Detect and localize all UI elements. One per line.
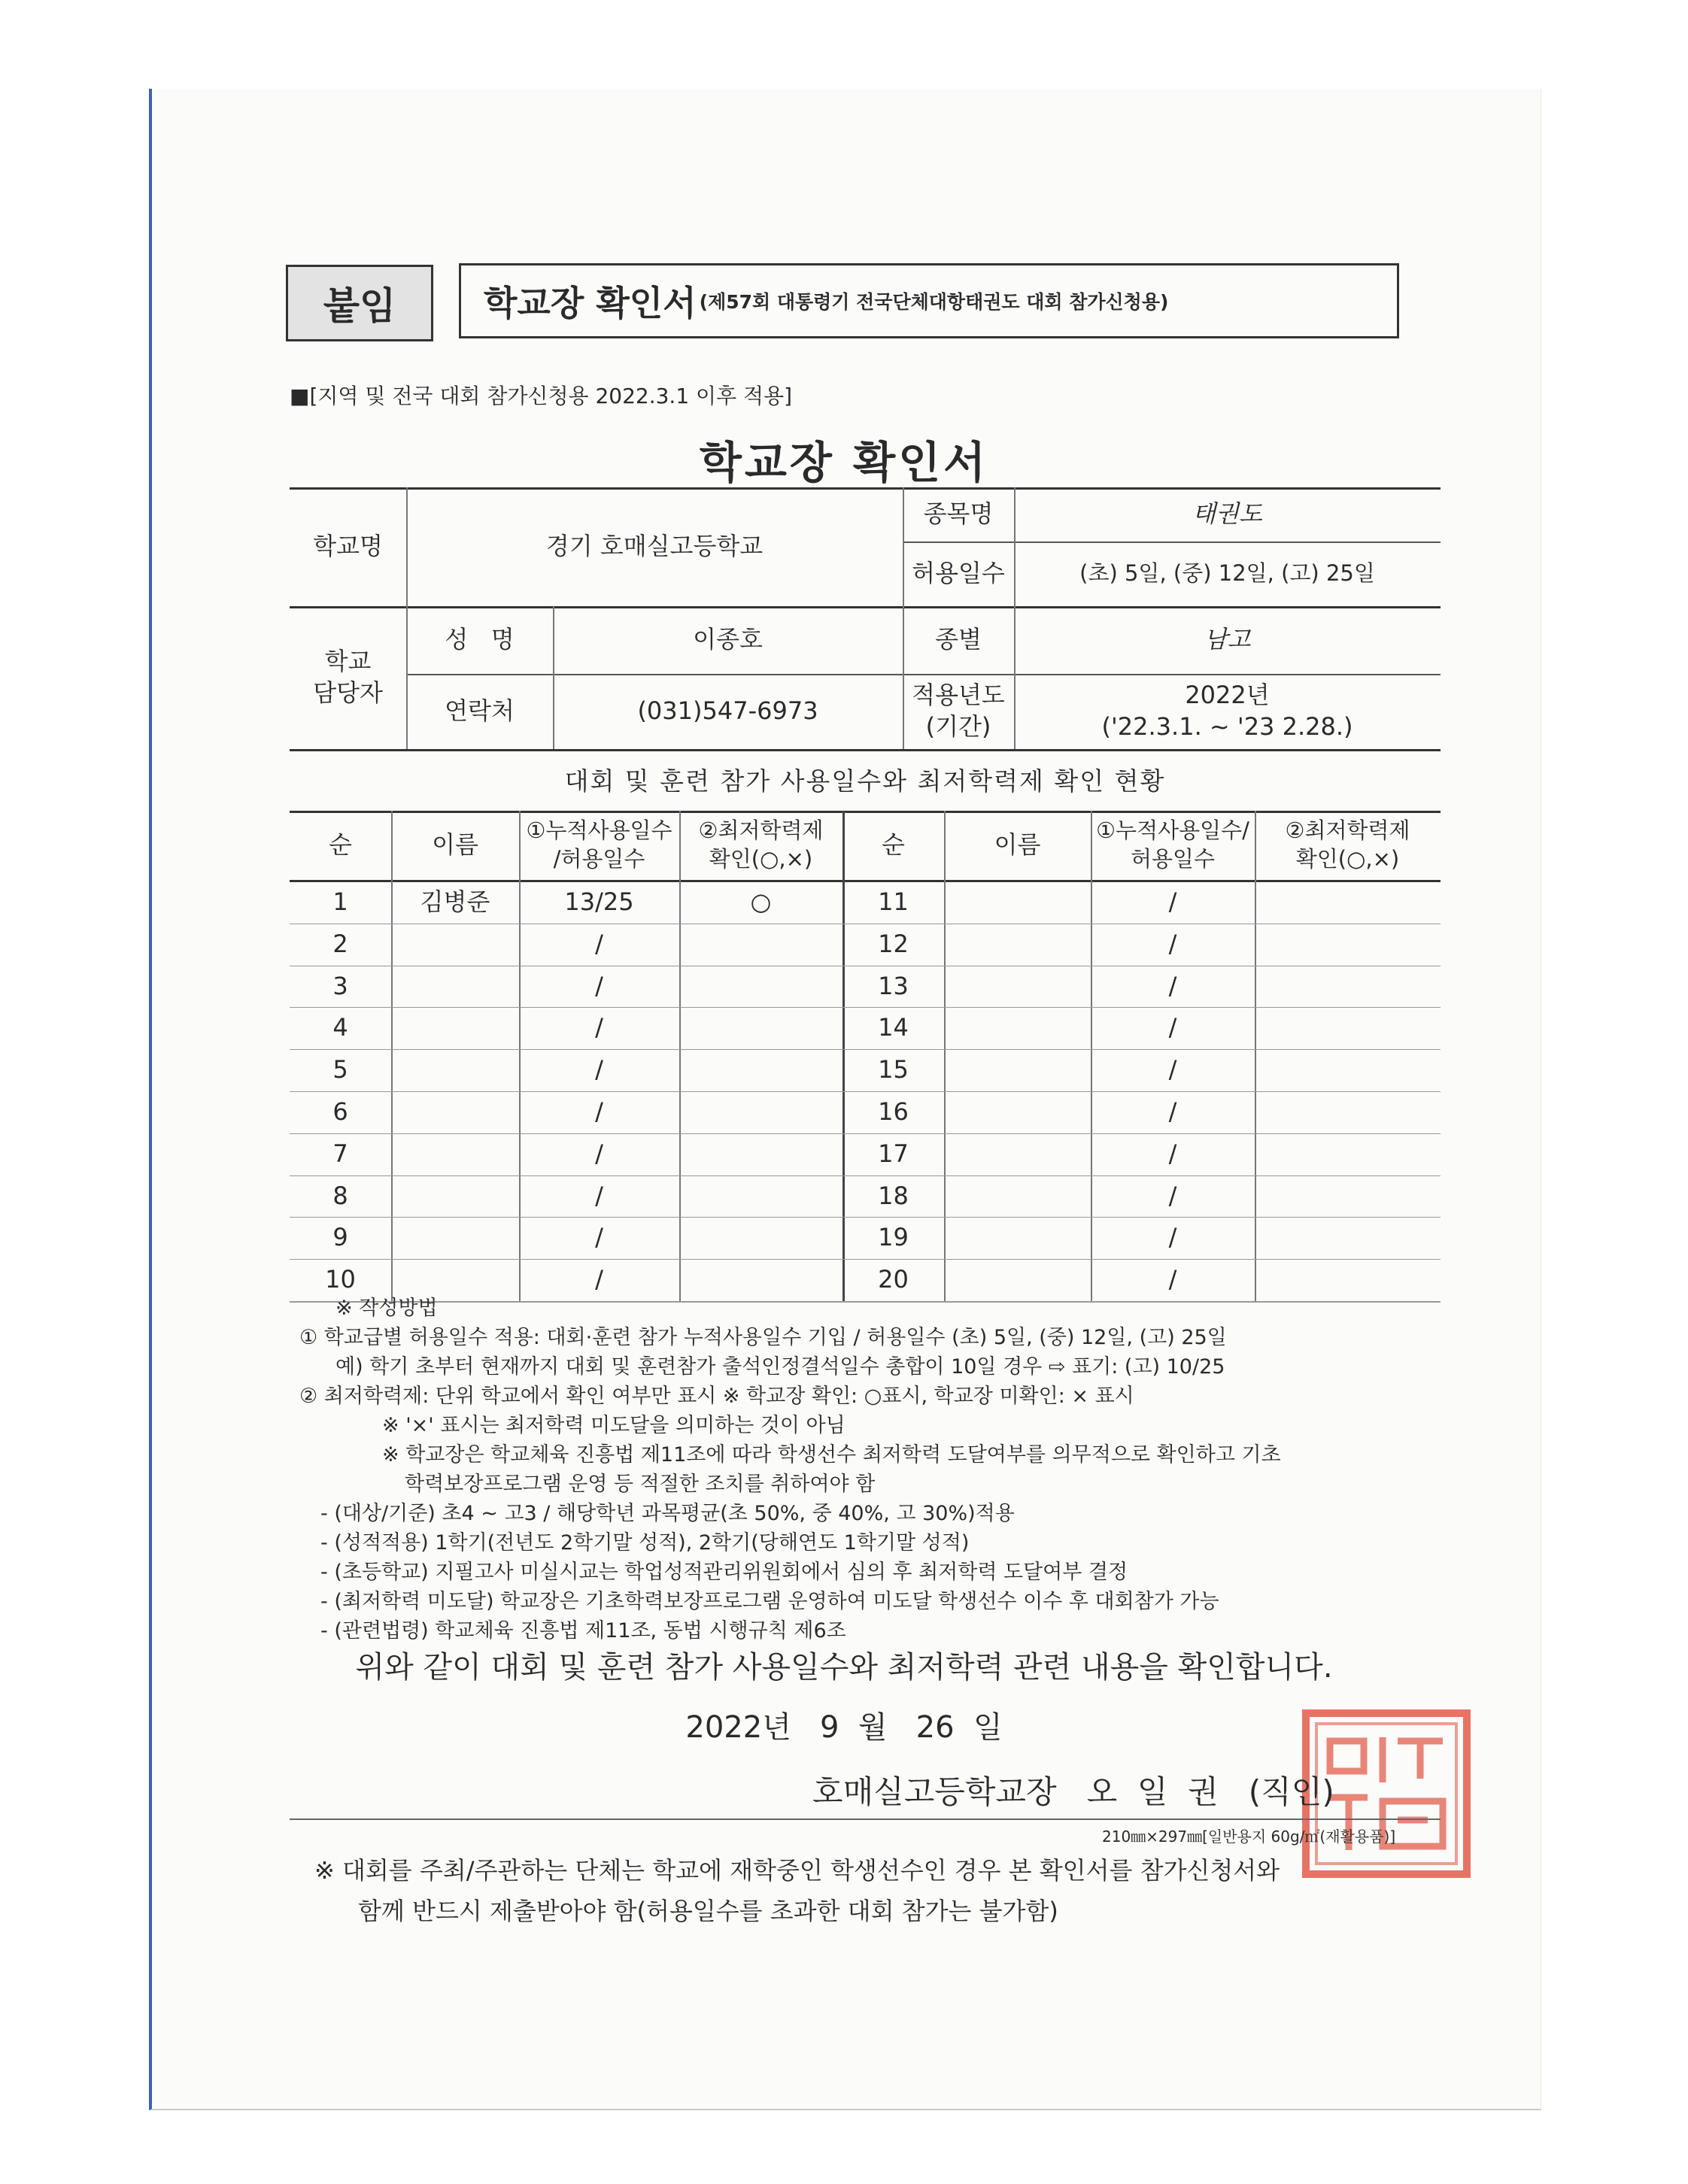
table-cell-name (944, 966, 1091, 1008)
table-cell-days: / (595, 971, 603, 1000)
table-cell-no: 4 (332, 1013, 348, 1042)
paper-spec: 210㎜×297㎜[일반용지 60g/㎡(재활용품)] (1102, 1828, 1396, 1846)
table-cell-name (944, 1133, 1091, 1175)
allowed-value: (초) 5일, (중) 12일, (고) 25일 (1079, 560, 1375, 587)
sport-label: 종목명 (923, 499, 994, 529)
table-cell-check (679, 1091, 842, 1133)
header-check: ②최저학력제 확인(○,×) (698, 817, 824, 872)
footer-line: ※ 대회를 주최/주관하는 단체는 학교에 재학중인 학생선수인 경우 본 확인서를 참가신청서와 (314, 1856, 1280, 1885)
section-title: 대회 및 훈련 참가 사용일수와 최저학력제 확인 현황 (564, 766, 1166, 796)
table-cell-check (1255, 1175, 1441, 1218)
page-title: 학교장 확인서 (699, 437, 989, 488)
note-line: ※ '×' 표시는 최저학력 미도달을 의미하는 것이 아님 (382, 1414, 846, 1437)
manager-label: 학교 담당자 (313, 647, 383, 707)
table-cell-days: 13/25 (564, 887, 634, 917)
table-cell-name (944, 1175, 1091, 1218)
table-cell-check (679, 1175, 842, 1218)
note-line: 학력보장프로그램 운영 등 적절한 조치를 취하여야 함 (405, 1473, 876, 1496)
contact-value: (031)547-6973 (637, 696, 818, 726)
header-no-2: 순 (882, 830, 905, 860)
table-cell-days: / (1168, 1223, 1177, 1252)
school-label: 학교명 (313, 532, 383, 561)
type-value: 남고 (1204, 625, 1251, 654)
table-cell-name (391, 1217, 519, 1259)
table-cell-check (679, 1133, 842, 1175)
table-cell-no: 16 (878, 1097, 909, 1127)
table-cell-days: / (595, 1013, 603, 1042)
table-cell-check (1255, 881, 1441, 924)
table-cell-name (944, 1091, 1091, 1133)
table-cell-no: 14 (878, 1013, 909, 1042)
table-cell-check (679, 924, 842, 966)
note-line: ※ 작성방법 (335, 1297, 438, 1320)
table-cell-days: / (1168, 1139, 1177, 1168)
table-cell-name: 김병준 (420, 887, 490, 917)
table-cell-days: / (595, 1055, 603, 1084)
note-line: - (대상/기준) 초4 ~ 고3 / 해당학년 과목평균(초 50%, 중 40%, 고 30%)적용 (320, 1502, 1015, 1525)
table-cell-no: 12 (878, 929, 909, 958)
header-check-2: ②최저학력제 확인(○,×) (1285, 817, 1410, 872)
header-days-2: ①누적사용일수/ 허용일수 (1096, 817, 1249, 872)
note-line: - (초등학교) 지필고사 미실시교는 학업성적관리위원회에서 심의 후 최저학력 도달여부 결정 (320, 1561, 1128, 1584)
confirmation-text: 위와 같이 대회 및 훈련 참가 사용일수와 최저학력 관련 내용을 확인합니다. (355, 1650, 1333, 1685)
type-label: 종별 (935, 625, 982, 654)
table-cell-days: / (1168, 1265, 1177, 1294)
table-cell-days: / (1168, 1013, 1177, 1042)
table-cell-no: 9 (332, 1223, 348, 1252)
table-cell-no: 5 (332, 1055, 348, 1084)
table-cell-check (1255, 1133, 1441, 1175)
table-cell-no: 20 (878, 1265, 909, 1294)
name-label: 성 명 (445, 625, 515, 654)
attachment-tag: 붙임 (286, 265, 433, 341)
table-cell-name (944, 1049, 1091, 1091)
table-cell-no: 3 (332, 971, 348, 1000)
application-note: ■[지역 및 전국 대회 참가신청용 2022.3.1 이후 적용] (290, 384, 793, 408)
header-title: 학교장 확인서 (484, 283, 697, 323)
note-line: - (최저학력 미도달) 학교장은 기초학력보장프로그램 운영하여 미도달 학생선수 이수 후 대회참가 가능 (320, 1590, 1219, 1613)
note-line: 예) 학기 초부터 현재까지 대회 및 훈련참가 출석인정결석일수 총합이 10일 경우 ⇨ 표기: (고) 10/25 (335, 1355, 1225, 1379)
table-cell-no: 6 (332, 1097, 348, 1127)
note-line: ① 학교급별 허용일수 적용: 대회·훈련 참가 누적사용일수 기입 / 허용일수 (초) 5일, (중) 12일, (고) 25일 (299, 1326, 1227, 1349)
table-cell-name (944, 924, 1091, 966)
table-cell-days: / (1168, 887, 1177, 917)
writing-instructions (299, 1294, 1443, 1646)
table-cell-check (679, 1217, 842, 1259)
header-name-2: 이름 (994, 830, 1041, 860)
table-cell-days: / (595, 1265, 603, 1294)
principal-signature: 호매실고등학교장 오 일 권 (직인) (812, 1773, 1334, 1810)
table-cell-name (391, 1133, 519, 1175)
table-cell-no: 8 (332, 1181, 348, 1210)
table-cell-name (944, 1217, 1091, 1259)
header-title-note: (제57회 대통령기 전국단체대항태권도 대회 참가신청용) (699, 291, 1169, 313)
header-no: 순 (329, 830, 352, 860)
header-name: 이름 (432, 830, 478, 860)
table-cell-check (679, 1007, 842, 1049)
table-cell-no: 17 (878, 1139, 909, 1168)
table-cell-check (1255, 1049, 1441, 1091)
table-cell-days: / (595, 929, 603, 958)
table-cell-no: 2 (332, 929, 348, 958)
divider (290, 1818, 1441, 1820)
table-cell-name (391, 1175, 519, 1218)
table-cell-check (1255, 966, 1441, 1008)
contact-label: 연락처 (445, 696, 515, 726)
header-title-box (459, 263, 1399, 338)
table-cell-days: / (1168, 971, 1177, 1000)
table-cell-no: 11 (878, 887, 909, 917)
table-cell-no: 15 (878, 1055, 909, 1084)
header-days: ①누적사용일수 /허용일수 (526, 817, 672, 872)
table-cell-check (1255, 1091, 1441, 1133)
table-cell-days: / (1168, 929, 1177, 958)
table-cell-name (944, 881, 1091, 924)
year-value: 2022년 ('22.3.1. ~ '23 2.28.) (1101, 681, 1353, 741)
sport-value: 태권도 (1192, 499, 1262, 529)
name-value: 이종호 (693, 625, 763, 654)
table-cell-days: / (595, 1139, 603, 1168)
table-cell-no: 1 (332, 887, 348, 917)
issue-date: 2022년 9 월 26 일 (685, 1710, 1003, 1745)
note-line: - (관련법령) 학교체육 진흥법 제11조, 동법 시행규칙 제6조 (320, 1619, 846, 1643)
note-line: ② 최저학력제: 단위 학교에서 확인 여부만 표시 ※ 학교장 확인: ○표시, 학교장 미확인: × 표시 (299, 1385, 1134, 1408)
table-cell-no: 10 (325, 1265, 356, 1294)
year-label: 적용년도 (기간) (912, 681, 1005, 741)
table-cell-days: / (595, 1223, 603, 1252)
footer-line: 함께 반드시 제출받아야 함(허용일수를 초과한 대회 참가는 불가함) (358, 1897, 1058, 1925)
table-cell-days: / (595, 1097, 603, 1127)
table-cell-name (391, 924, 519, 966)
table-cell-check (679, 966, 842, 1008)
table-cell-name (391, 966, 519, 1008)
note-line: ※ 학교장은 학교체육 진흥법 제11조에 따라 학생선수 최저학력 도달여부를 의무적으로 확인하고 기초 (382, 1443, 1281, 1467)
table-cell-days: / (1168, 1181, 1177, 1210)
allowed-label: 허용일수 (912, 559, 1005, 588)
school-value: 경기 호매실고등학교 (545, 532, 764, 561)
table-cell-no: 19 (878, 1223, 909, 1252)
table-cell-no: 7 (332, 1139, 348, 1168)
table-cell-days: / (595, 1181, 603, 1210)
table-cell-name (944, 1007, 1091, 1049)
table-cell-check (1255, 1217, 1441, 1259)
table-cell-name (391, 1091, 519, 1133)
table-cell-check (679, 1049, 842, 1091)
table-cell-name (391, 1049, 519, 1091)
table-cell-days: / (1168, 1055, 1177, 1084)
table-cell-no: 13 (878, 971, 909, 1000)
table-cell-check (1255, 1007, 1441, 1049)
footer-note (314, 1850, 1443, 1931)
note-line: - (성적적용) 1학기(전년도 2학기말 성적), 2학기(당해연도 1학기말 성적) (320, 1531, 970, 1555)
table-cell-name (391, 1007, 519, 1049)
table-cell-check: ○ (750, 887, 772, 917)
table-cell-days: / (1168, 1097, 1177, 1127)
table-cell-check (1255, 924, 1441, 966)
table-cell-no: 18 (878, 1181, 909, 1210)
